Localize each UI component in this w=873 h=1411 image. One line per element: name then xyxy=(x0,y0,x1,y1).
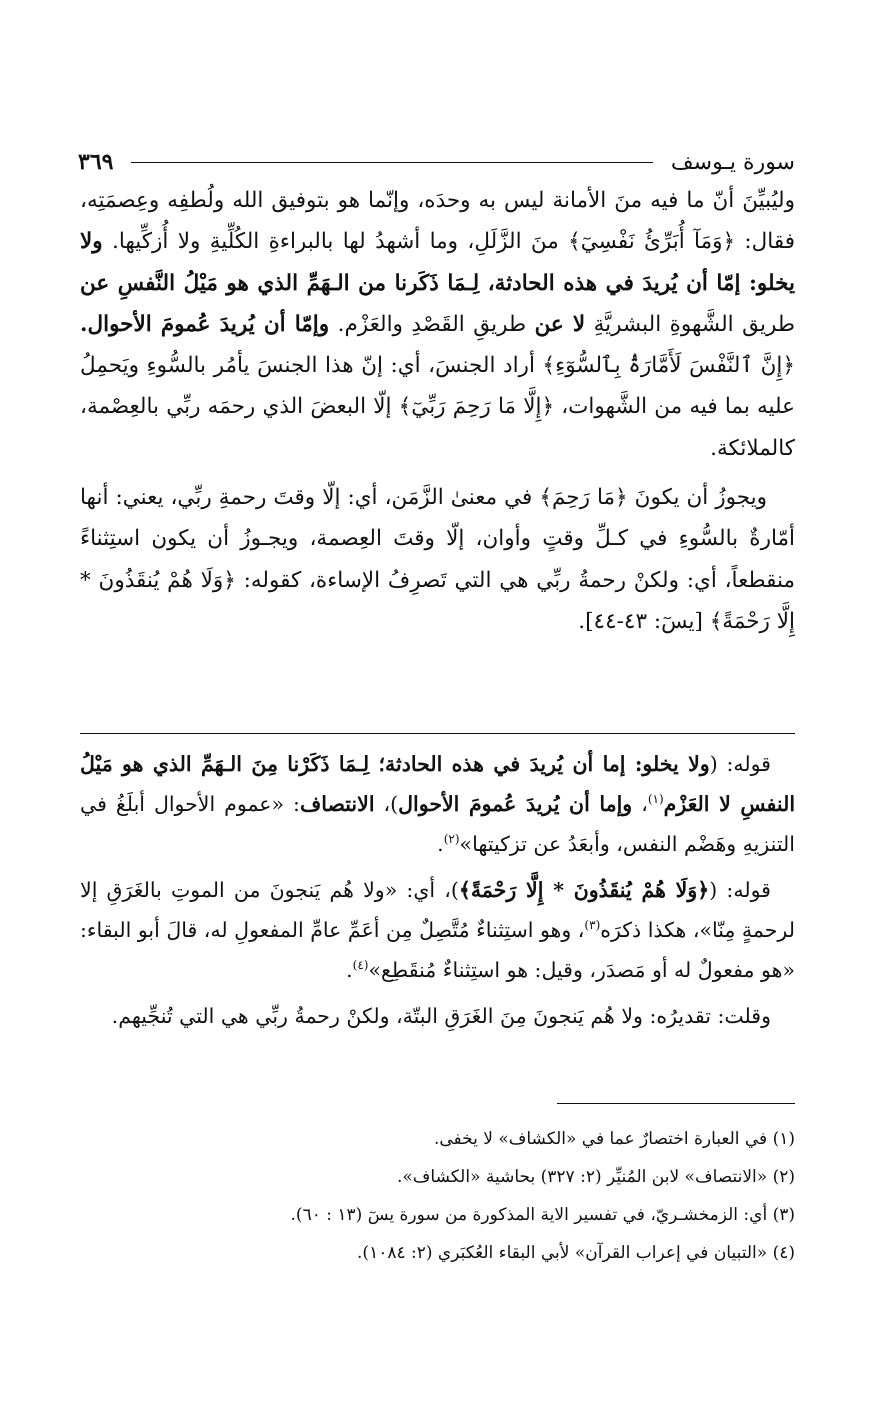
footnote-ref: (٢) xyxy=(443,832,460,847)
footnote-ref: (١) xyxy=(647,792,664,807)
footnote-4: (٤) «التبيان في إعراب القرآن» لأبي البقاء العُكبَري (٢: ١٠٨٤). xyxy=(357,1243,795,1263)
text-run: . xyxy=(437,832,444,856)
text-run: )، xyxy=(374,792,399,816)
commentary-paragraph-1 xyxy=(80,744,795,864)
section-divider xyxy=(80,733,795,734)
text-run: وإمّا أن يُريدَ عُمومَ الأحوال. xyxy=(80,311,330,337)
text-run: طريق الشَّهوةِ البشريَّةِ xyxy=(585,311,795,337)
text-run: لا عن xyxy=(534,311,586,337)
text-run: ، وهو استِثناءٌ مُتَّصِلٌ مِن أعَمِّ عامِّ المفعولِ له، قالَ أبو البقاء: «هو مفعولٌ له أو مَصدَر، وقيل: هو استِثناءٌ مُنقَطِع» xyxy=(80,918,795,982)
text-run: . xyxy=(346,958,353,982)
footnotes xyxy=(80,1122,795,1274)
footnote-ref: (٣) xyxy=(584,918,601,933)
footnote-2: (٢) «الانتصاف» لابن المُنيِّر (٢: ٣٢٧) بحاشية «الكشاف». xyxy=(397,1167,795,1187)
text-run: طريقِ القَصْدِ والعَزْم. xyxy=(329,311,535,337)
text-run: وليُبيِّنَ أنّ ما فيه منَ الأمانة ليس به وحدَه، وإنّما هو بتوفيق الله ولُطفِه وعِصمَتِه، فقال: ﴿وَمَآ أُبَرِّئُ نَفْسِيٓ﴾ منَ الزَّلَلِ، وما أشهدُ لها بالبراءةِ الكُلِّيةِ ولا أُزكِّيها. xyxy=(80,188,795,255)
page-number: ٣٦٩ xyxy=(78,149,114,175)
text-run: قوله: ( xyxy=(709,878,771,902)
text-run: ولا يخلو: إمّا أن يُريدَ في هذه الحادثة، لِـمَا ذَكَرنا من الـهَمِّ الذي هو مَيْلُ النَّفسِ عن xyxy=(80,229,795,296)
footnote-3: (٣) أي: الزمخشـريّ، في تفسير الاية المذكورة من سورة يسٓ (١٣ : ٦٠). xyxy=(290,1205,795,1225)
commentary-paragraph-3: وقلت: تقديرُه: ولا هُم يَنجونَ مِنَ الغَرَقِ البتّة، ولكنْ رحمةُ ربِّي هي التي تُنجِّيهم. xyxy=(111,1004,771,1028)
main-paragraph-2: ويجوزُ أن يكونَ ﴿مَا رَحِمَ﴾ في معنىٰ الزَّمَن، أي: إلّا وقتَ رحمةِ ربِّي، يعني: أنها أمّارةٌ بالسُّوءِ في كـلِّ وقتٍ وأوان، إلّا وقتَ العِصمة، ويجـوزُ أن يكون استِثناءً منقطعاً، أي: ولكنْ رحمةُ ربِّي هي التي تَصرِفُ الإساءة، كقوله: ﴿وَلَا هُمْ يُنقَذُونَ * إِلَّا رَحْمَةً﴾ [يسٓ: ٤٣-٤٤]. xyxy=(80,485,795,634)
running-header xyxy=(78,142,795,182)
header-rule xyxy=(131,162,652,163)
footnote-1: (١) في العبارة اختصارٌ عما في «الكشاف» لا يخفى. xyxy=(433,1129,795,1149)
text-run: )، أي: «ولا هُم يَنجونَ من الموتِ بالغَرَقِ إلا لرحمةٍ مِنّا»، هكذا ذكرَه xyxy=(80,878,795,942)
text-run: قوله: ( xyxy=(709,752,771,776)
footnote-ref: (٤) xyxy=(352,958,369,973)
commentary-paragraph-2 xyxy=(80,870,795,990)
text-run: ﴿وَلَا هُمْ يُنقَذُونَ * إِلَّا رَحْمَةً﴾ xyxy=(458,878,710,902)
text-run: ، xyxy=(632,792,648,816)
text-run: الانتصاف xyxy=(299,792,375,816)
main-paragraph-1 xyxy=(80,180,795,469)
text-run: وإما أن يُريدَ عُمومَ الأحوال xyxy=(398,792,633,816)
footnote-rule xyxy=(557,1103,795,1104)
text-run: ﴿إِنَّ ٱلنَّفْسَ لَأَمَّارَةُۢ بِٱلسُّوٓءِ﴾ أراد الجنسَ، أي: إنّ هذا الجنسَ يأمُر بالسُّوءِ ويَحمِلُ عليه بما فيه من الشَّهوات، ﴿إِلَّا مَا رَحِمَ رَبِّيٓ﴾ إلّا البعضَ الذي رحمَه ربِّي بالعِصْمة، كالملائكة. xyxy=(80,353,795,461)
main-text xyxy=(80,180,795,642)
text-run: ولا يخلو: إما أن يُريدَ في هذه الحادثة؛ لِـمَا ذَكَرْنا مِنَ الـهَمِّ الذي هو مَيْلُ النفسِ لا العَزْم xyxy=(80,752,796,816)
surah-title: سورة يـوسف xyxy=(670,149,795,175)
text-run: : «عموم الأحوال أبلَغُ في التنزيهِ وهَضْم النفس، وأبعَدُ عن تزكيتها» xyxy=(80,792,795,856)
commentary xyxy=(80,744,795,1042)
